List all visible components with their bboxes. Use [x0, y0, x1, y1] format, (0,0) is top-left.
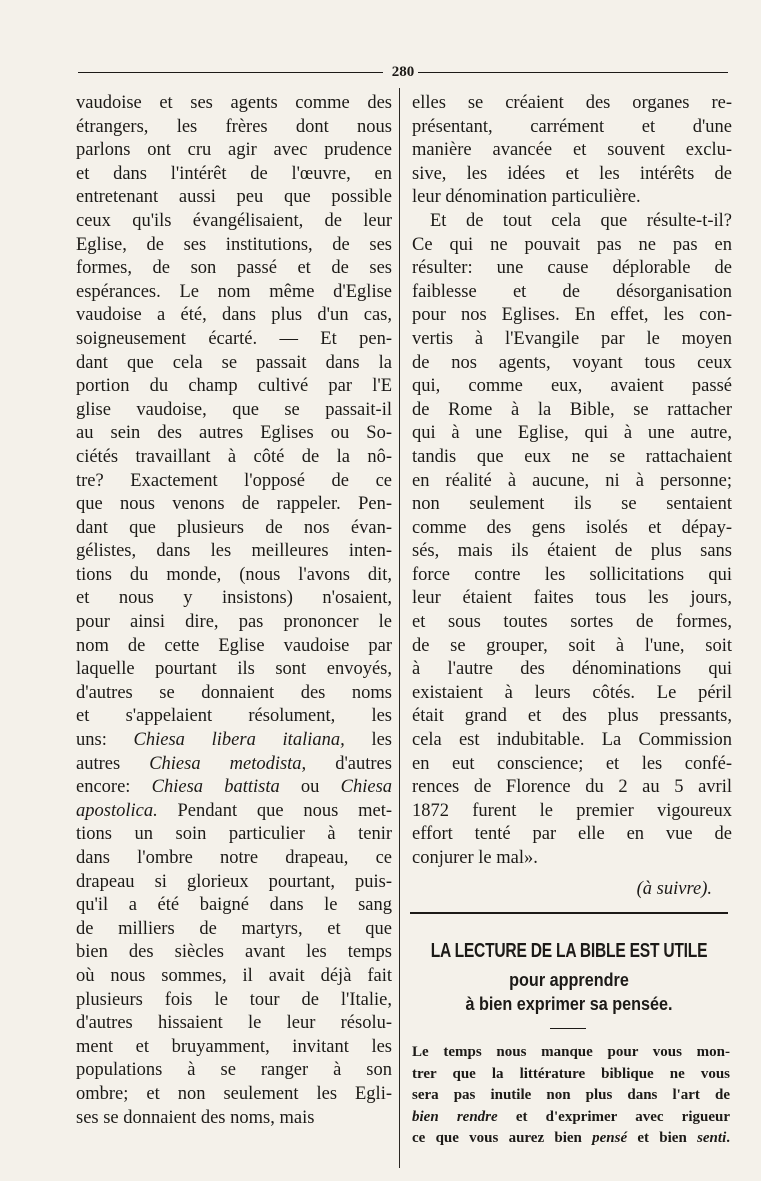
left-column-italic-text: Chiesa — [340, 777, 393, 798]
left-column-line: drapeau si glorieux pourtant, puis- — [76, 871, 392, 892]
left-column-line: soigneusement écarté. — Et pen- — [76, 328, 392, 349]
left-column-line: bien des siècles avant les temps — [76, 942, 392, 963]
right-column-line: de nos agents, voyant tous ceux — [412, 352, 732, 373]
left-column-line: d'autres se donnaient des noms — [76, 682, 392, 703]
left-column-line: parlons ont cru agir avec prudence — [76, 140, 392, 161]
left-column-text: Pendant que nous met- — [157, 800, 392, 821]
right-column-line: cela est indubitable. La Commission — [412, 730, 732, 751]
right-column-line: était grand et des plus pressants, — [412, 706, 732, 727]
notice-body-line — [412, 1107, 730, 1129]
header-rule-right — [418, 72, 728, 73]
left-column-line: au sein des autres Eglises ou So- — [76, 423, 392, 444]
right-column-line: Et de tout cela que résulte-t-il? — [430, 210, 732, 231]
to-follow-note: (à suivre). — [636, 879, 712, 899]
left-column-line: dant que plusieurs de nos évan- — [76, 517, 392, 538]
right-column-line: effort tenté par elle en vue de — [412, 824, 732, 845]
left-column-text: les — [344, 730, 392, 751]
left-column-line: ciétés travaillant à côté de la nô- — [76, 446, 392, 467]
right-column-line: de se grouper, soit à l'une, soit — [412, 635, 732, 656]
left-column-line: de milliers de martyrs, et que — [76, 918, 392, 939]
right-column-line: elles se créaient des organes re- — [412, 93, 732, 113]
notice-body-italic-text: senti — [697, 1130, 727, 1146]
left-column-line: plusieurs fois le tour de l'Italie, — [76, 989, 392, 1010]
left-column-text: encore: — [76, 777, 152, 798]
notice-body-italic-text: pensé — [592, 1130, 628, 1146]
right-column-line: en réalité à aucune, ni à personne; — [412, 470, 732, 491]
left-column-line: populations à se ranger à son — [76, 1060, 392, 1081]
right-column-line: leur dénomination particulière. — [412, 187, 641, 208]
left-column — [76, 92, 392, 1130]
left-column-text: uns: — [76, 730, 134, 751]
right-column-line: manière avancée et souvent exclu- — [412, 140, 732, 161]
left-column-line: où nous sommes, il avait déjà fait — [76, 965, 392, 986]
notice-body-line: Le temps nous manque pour vous mon- — [412, 1044, 730, 1060]
left-column-line: qu'il a été baigné dans le sang — [76, 895, 392, 916]
left-column-line: ment et bruyamment, invitant les — [76, 1036, 392, 1057]
left-column-line: dans l'ombre notre drapeau, ce — [76, 848, 392, 868]
notice-title: LA LECTURE DE LA BIBLE EST UTILE — [430, 940, 708, 962]
notice-body-text: ce que vous aurez bien — [412, 1130, 593, 1146]
header-rule-left — [78, 72, 383, 73]
right-column-line: qui, comme eux, avaient passé — [412, 376, 732, 397]
left-column-line — [76, 776, 392, 800]
right-column-line: non seulement ils se sentaient — [412, 494, 732, 515]
left-column-line: tions du monde, (nous l'avons dit, — [76, 564, 392, 585]
left-column-line: espérances. Le nom même d'Eglise — [76, 281, 392, 302]
left-column-line: et nous y insistons) n'osaient, — [76, 588, 392, 609]
notice-dash — [550, 1028, 586, 1029]
notice-body-line — [412, 1128, 730, 1150]
notice-body-italic-text: bien rendre — [412, 1108, 498, 1125]
left-column-line: portion du champ cultivé par l'E — [76, 376, 392, 397]
left-column-line: et s'appelaient résolument, les — [76, 706, 392, 727]
right-column-line: rences de Florence du 2 au 5 avril — [412, 777, 732, 798]
left-column-italic-text: Chiesa metodista, — [149, 753, 307, 774]
left-column-line: Eglise, de ses institutions, de ses — [76, 234, 392, 255]
column-divider — [399, 88, 400, 1168]
left-column-text: ou — [279, 777, 341, 798]
left-column-line: vaudoise et ses agents comme des — [76, 93, 392, 113]
notice-body-text: . — [726, 1130, 730, 1146]
left-column-line: laquelle pourtant ils sont envoyés, — [76, 659, 392, 680]
left-column-line: formes, de son passé et de ses — [76, 258, 392, 279]
left-column-italic-text: Chiesa libera italiana, — [133, 730, 345, 751]
right-column-line: sive, les idées et les intérêts de — [412, 163, 732, 184]
right-column-line: Ce qui ne pouvait pas ne pas en — [412, 234, 732, 255]
right-column-line: conjurer le mal». — [412, 848, 538, 868]
right-column-line: à l'autre des dénominations qui — [412, 659, 732, 680]
right-column-line: existaient à leurs côtés. Le péril — [412, 682, 732, 703]
right-column-line: sés, mais ils étaient de plus sans — [412, 541, 732, 562]
right-column-line: faiblesse et de désorganisation — [412, 281, 732, 302]
left-column-line: entretenant aussi peu que possible — [76, 187, 392, 208]
right-column-line: tandis que eux ne se rattachaient — [412, 446, 732, 467]
left-column-line: étrangers, les frères dont nous — [76, 116, 392, 137]
right-column-line: présentant, carrément et d'une — [412, 116, 732, 137]
left-column-line: ses se donnaient des noms, mais — [76, 1107, 315, 1128]
left-column-line: d'autres hissaient le leur résolu- — [76, 1013, 392, 1034]
left-column-line: tions un soin particulier à tenir — [76, 824, 392, 845]
notice-top-rule — [410, 912, 728, 914]
notice-body — [412, 1042, 730, 1150]
left-column-line: gélistes, dans les meilleures inten- — [76, 541, 392, 562]
right-column-line: pour nos Eglises. En effet, les con- — [412, 305, 732, 326]
left-column-line: glise vaudoise, que se passait-il — [76, 399, 392, 420]
left-column-text: d'autres — [306, 753, 392, 774]
left-column-line: tre? Exactement l'opposé de ce — [76, 470, 392, 491]
notice-body-text: et bien — [627, 1130, 698, 1146]
right-column-line: vertis à l'Evangile par le moyen — [412, 328, 732, 349]
left-column-line: et dans l'intérêt de l'œuvre, en — [76, 163, 392, 184]
page-number: 280 — [391, 64, 415, 80]
left-column-italic-text: apostolica. — [76, 800, 158, 821]
left-column-line: ceux qu'ils évangélisaient, de leur — [76, 210, 392, 231]
right-column-line: et sous toutes sortes de formes, — [412, 612, 732, 633]
left-column-text: autres — [76, 753, 150, 774]
notice-body-line: trer que la littérature biblique ne vous — [412, 1065, 730, 1082]
right-column-line: en eut conscience; et les confé- — [412, 753, 732, 774]
notice-subtitle-2: à bien exprimer sa pensée. — [465, 994, 673, 1014]
right-column-line: comme des gens isolés et dépay- — [412, 517, 732, 538]
left-column-line: nom de cette Eglise vaudoise par — [76, 635, 392, 656]
page-header — [78, 62, 728, 82]
right-column-line: qui à une Eglise, qui à une autre, — [412, 423, 732, 444]
notice-body-text: et d'exprimer avec rigueur — [497, 1108, 731, 1125]
notice-subtitle-1: pour apprendre — [509, 970, 629, 990]
right-column-line: leur étaient faites tous les jours, — [412, 588, 732, 609]
left-column-line — [76, 729, 392, 753]
left-column-line: vaudoise a été, dans plus d'un cas, — [76, 305, 392, 326]
left-column-line — [76, 800, 392, 824]
left-column-line: dant que cela se passait dans la — [76, 352, 392, 373]
right-column-line: de Rome à la Bible, se rattacher — [412, 399, 732, 420]
left-column-line: que nous venons de rappeler. Pen- — [76, 494, 392, 515]
right-column — [412, 92, 732, 871]
left-column-line: pour ainsi dire, pas prononcer le — [76, 612, 392, 633]
left-column-line: ombre; et non seulement les Egli- — [76, 1083, 392, 1104]
right-column-line: résulter: une cause déplorable de — [412, 258, 732, 279]
right-column-line: force contre les sollicitations qui — [412, 564, 732, 585]
right-column-line: 1872 furent le premier vigoureux — [412, 800, 732, 821]
left-column-italic-text: Chiesa battista — [151, 777, 280, 798]
left-column-line — [76, 753, 392, 777]
notice-body-line: sera pas inutile non plus dans l'art de — [412, 1087, 730, 1103]
